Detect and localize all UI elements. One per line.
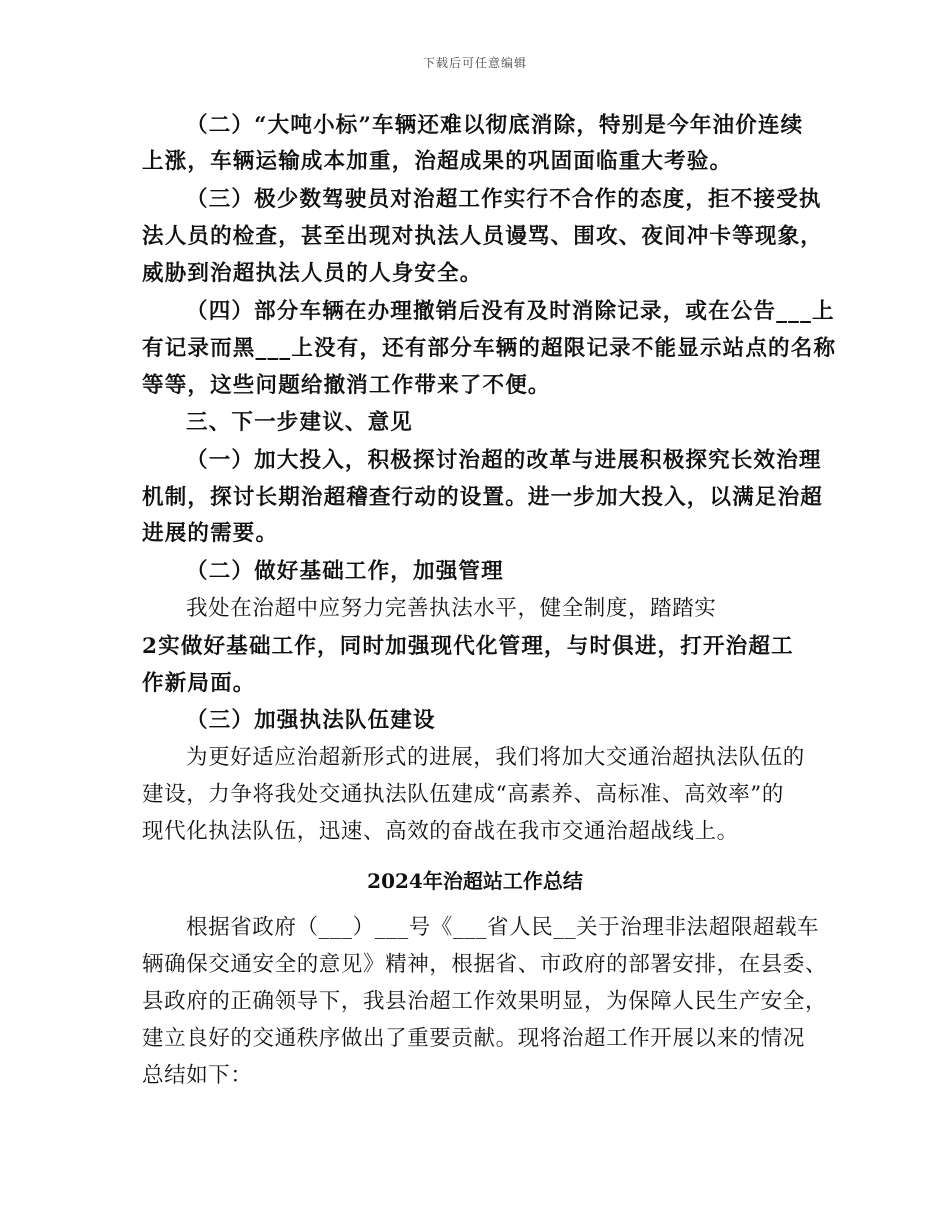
paragraph-line: 总结如下：: [142, 1063, 253, 1088]
paragraph-line: 机制，探讨长期治超稽查行动的设置。进一步加大投入，以满足治超: [142, 485, 824, 510]
paragraph-line: 建设，力争将我处交通执法队伍建成“高素养、高标准、高效率”的: [142, 782, 784, 807]
paragraph-line: 根据省政府（___）___号《___省人民__关于治理非法超限超载车: [186, 915, 820, 940]
paragraph-line: 等等，这些问题给撤消工作带来了不便。: [142, 373, 551, 398]
paragraph-line: （一）加大投入，积极探讨治超的改革与进展积极探究长效治理: [186, 448, 822, 473]
paragraph-line: 法人员的检查，甚至出现对执法人员谩骂、围攻、夜间冲卡等现象，: [142, 224, 824, 249]
paragraph-line: 有记录而黑___上没有，还有部分车辆的超限记录不能显示站点的名称: [142, 336, 837, 361]
paragraph-line: 辆确保交通安全的意见》精神，根据省、市政府的部署安排，在县委、: [142, 952, 828, 977]
document-title: 2024年治超站工作总结: [367, 869, 583, 893]
paragraph-line: 我处在治超中应努力完善执法水平，健全制度，踏踏实: [186, 596, 717, 621]
paragraph-line: （三）极少数驾驶员对治超工作实行不合作的态度，拒不接受执: [186, 187, 822, 212]
paragraph-line: （四）部分车辆在办理撤销后没有及时消除记录，或在公告___上: [186, 299, 835, 324]
paragraph-line: 作新局面。: [142, 671, 256, 696]
paragraph-line: 威胁到治超执法人员的人身安全。: [142, 261, 483, 286]
page-header: 下载后可任意编辑: [422, 56, 527, 70]
paragraph-line: 为更好适应治超新形式的进展，我们将加大交通治超执法队伍的: [186, 745, 805, 770]
paragraph-line: （二）“大吨小标”车辆还难以彻底消除，特别是今年油价连续: [186, 113, 804, 138]
paragraph-line: 现代化执法队伍，迅速、高效的奋战在我市交通治超战线上。: [142, 819, 739, 844]
section-heading: 三、下一步建议、意见: [186, 410, 414, 435]
subsection-heading: （三）加强执法队伍建设: [186, 708, 436, 733]
paragraph-line: 上涨，车辆运输成本加重，治超成果的巩固面临重大考验。: [142, 149, 733, 174]
subsection-heading: （二）做好基础工作，加强管理: [186, 559, 504, 584]
paragraph-line: 建立良好的交通秩序做出了重要贡献。现将治超工作开展以来的情况: [142, 1026, 806, 1051]
paragraph-line: 县政府的正确领导下，我县治超工作效果明显，为保障人民生产安全，: [142, 989, 828, 1014]
paragraph-line: 2实做好基础工作，同时加强现代化管理，与时俱进，打开治超工: [142, 634, 794, 659]
paragraph-line: 进展的需要。: [142, 521, 279, 546]
